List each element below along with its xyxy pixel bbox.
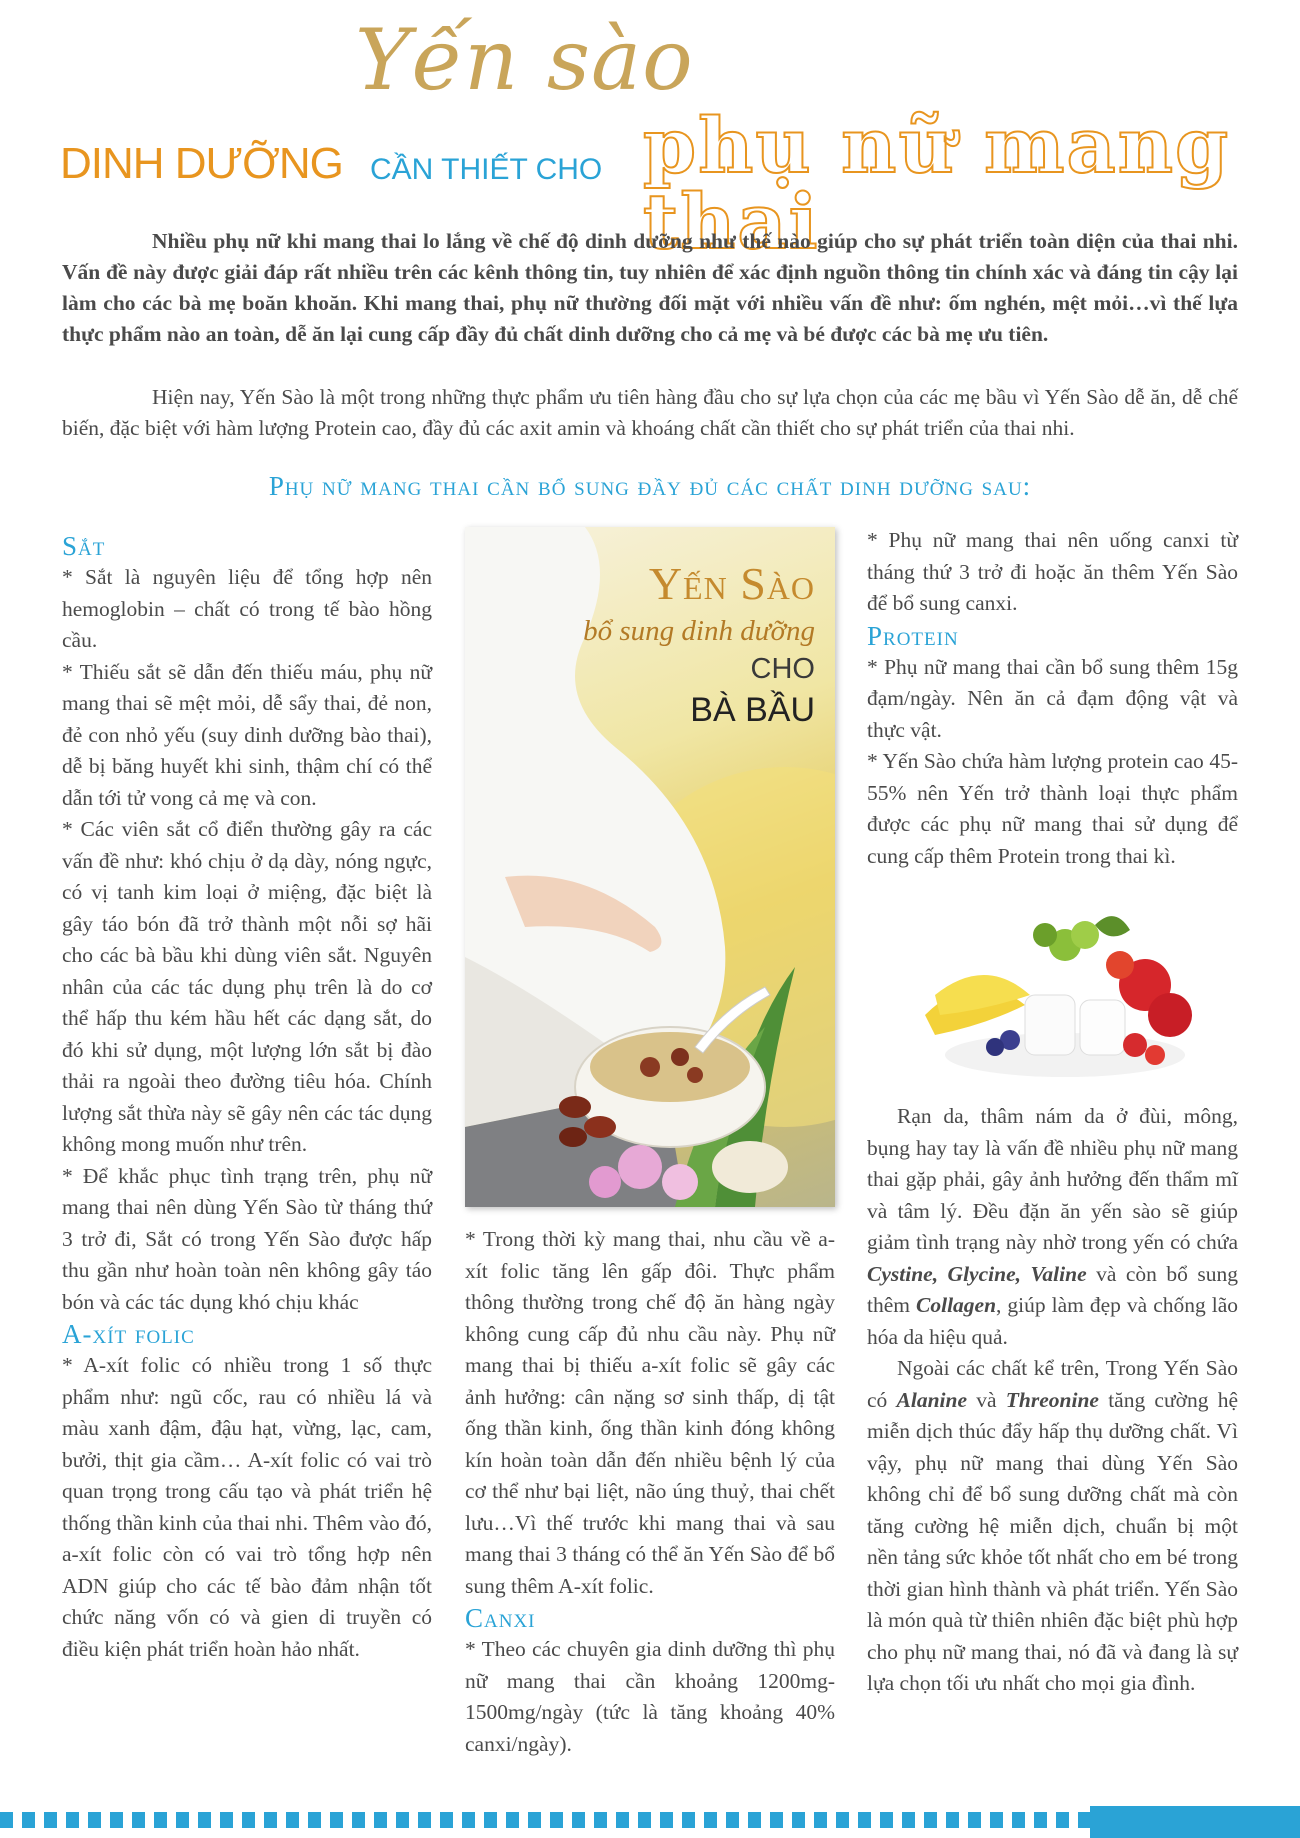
collagen-emphasis: Collagen [916, 1293, 997, 1317]
paragraph: * Theo các chuyên gia dinh dưỡng thì phụ nữ mang thai cần khoảng 1200mg-1500mg/ngày (tức là tăng khoảng 40% canxi/ngày). [465, 1637, 835, 1756]
heading-sat: Sắt [62, 531, 106, 561]
title-can-thiet-cho: CẦN THIẾT CHO [370, 153, 603, 186]
left-column [62, 530, 432, 1665]
promo-subtitle: bổ sung dinh dưỡng [583, 615, 815, 647]
heading-a-xit-folic: A-xít folic [62, 1319, 195, 1349]
script-title: Yến sào [355, 11, 694, 109]
right-column-bottom [867, 1101, 1238, 1700]
right-column-top [867, 525, 1238, 872]
title-phu-nu-mang-thai: phụ nữ mang thai [643, 101, 1231, 266]
threonine-emphasis: Threonine [1005, 1387, 1099, 1412]
paragraph-immunity: Ngoài các chất kể trên, Trong Yến Sào có Alanine và Threonine tăng cường hệ miễn dịch thúc đẩy hấp thụ dưỡng chất. Vì vậy, phụ nữ mang thai dùng Yến Sào không chỉ để bổ sung dưỡng chất mà còn tăng cường hệ miễn dịch, chuẩn bị một nền tảng sức khỏe tốt nhất cho em bé trong thời gian hình thành và phát triển. Yến Sào là món quà từ thiên nhiên đặc biệt phù hợp cho phụ nữ mang thai, nó đã và đang là sự lựa chọn tối ưu nhất cho mọi gia đình. [867, 1356, 1239, 1695]
promo-ba-bau: BÀ BẦU [690, 691, 815, 729]
footer-dashed-border [0, 1812, 1090, 1828]
section-heading: Phụ nữ mang thai cần bổ sung đầy đủ các chất dinh dưỡng sau: [268, 471, 1032, 501]
promo-image [465, 527, 835, 1207]
intro-paragraph: Hiện nay, Yến Sào là một trong những thực phẩm ưu tiên hàng đầu cho sự lựa chọn của các mẹ bầu vì Yến Sào dễ ăn, dễ chế biến, đặc biệt với hàm lượng Protein cao, đầy đủ các axit amin và khoáng chất cần thiết cho sự phát triển của thai nhi. [62, 385, 1238, 440]
paragraph: * Để khắc phục tình trạng trên, phụ nữ mang thai nên dùng Yến Sào từ tháng thứ 3 trở đi, Sắt có trong Yến Sào được hấp thu gần như hoàn toàn nên không gây táo bón và các tác dụng khó chịu khác [62, 1163, 432, 1314]
paragraph: * Trong thời kỳ mang thai, nhu cầu về a-xít folic tăng lên gấp đôi. Thực phẩm thông thường trong chế độ ăn hàng ngày không cung cấp đủ nhu cầu này. Phụ nữ mang thai bị thiếu a-xít folic sẽ gây các ảnh hưởng: cân nặng sơ sinh thấp, dị tật ống thần kinh, ống thần kinh đóng không kín hoàn toàn dẫn đến nhiều bệnh lý của cơ thể như bại liệt, não úng thuỷ, thai chết lưu…Vì thế trước khi mang thai và sau mang thai 3 tháng có thể ăn Yến Sào để bổ sung thêm A-xít folic. [465, 1227, 835, 1598]
heading-canxi: Canxi [465, 1603, 536, 1633]
middle-column [465, 1224, 835, 1760]
paragraph: * Phụ nữ mang thai nên uống canxi từ tháng thứ 3 trở đi hoặc ăn thêm Yến Sào để bổ sung canxi. [867, 528, 1238, 615]
intro-bold-paragraph: Nhiều phụ nữ khi mang thai lo lắng về chế độ dinh dưỡng như thế nào giúp cho sự phát triển toàn diện của thai nhi. Vấn đề này được giải đáp rất nhiều trên các kênh thông tin, tuy nhiên để xác định nguồn thông tin chính xác và đáng tin cậy lại làm cho các bà mẹ boăn khoăn. Khi mang thai, phụ nữ thường đối mặt với nhiều vấn đề như: ốm nghén, mệt mỏi…vì thế lựa thực phẩm nào an toàn, dễ ăn lại cung cấp đầy đủ chất dinh dưỡng cho cả mẹ và bé được các bà mẹ ưu tiên. [62, 229, 1238, 346]
heading-protein: Protein [867, 620, 959, 651]
promo-title: Yến Sào [648, 558, 815, 609]
amino-acids-emphasis: Cystine, Glycine, Valine [867, 1261, 1087, 1286]
promo-cho: CHO [750, 653, 815, 685]
paragraph: * Thiếu sắt sẽ dẫn đến thiếu máu, phụ nữ mang thai sẽ mệt mỏi, dễ sẩy thai, đẻ non, đẻ con nhỏ yếu (suy dinh dưỡng bào thai), dễ bị băng huyết khi sinh, thậm chí có thể dẫn tới tử vong cả mẹ và con. [62, 659, 432, 810]
fruit-yogurt-image [915, 905, 1205, 1085]
title-dinh-duong: DINH DƯỠNG [60, 139, 343, 188]
paragraph: * Các viên sắt cổ điển thường gây ra các vấn đề như: khó chịu ở dạ dày, nóng ngực, có vị tanh kim loại ở miệng, đặc biệt là gây táo bón đã trở thành một nỗi sợ hãi cho các bà bầu khi dùng viên sắt. Nguyên nhân của các tác dụng phụ trên là do cơ thể hấp thu kém hầu hết các dạng sắt, do đó khi sử dụng, một lượng lớn sắt bị đào thải ra ngoài theo đường tiêu hóa. Chính lượng sắt thừa này sẽ gây nên các tác dụng không mong muốn như trên. [62, 817, 432, 1156]
footer-bar [1090, 1806, 1300, 1838]
paragraph: * Phụ nữ mang thai cần bổ sung thêm 15g đạm/ngày. Nên ăn cả đạm động vật và thực vật. [867, 654, 1238, 742]
paragraph: * A-xít folic có nhiều trong 1 số thực phẩm như: ngũ cốc, rau có nhiều lá và màu xanh đậm, đậu hạt, vừng, lạc, cam, bưởi, thịt gia cầm… A-xít folic có vai trò quan trọng trong cấu tạo và phát triển hệ thống thần kinh của thai nhi. Thêm vào đó, a-xít folic còn có vai trò tổng hợp nên ADN giúp cho các tế bào đảm nhận tốt chức năng vốn có và gien di truyền có điều kiện phát triển hoàn hảo nhất. [62, 1353, 432, 1661]
paragraph-skin: Rạn da, thâm nám da ở đùi, mông, bụng hay tay là vấn đề nhiều phụ nữ mang thai gặp phải, gây ảnh hưởng đến thẩm mĩ và tâm lý. Đều đặn ăn yến sào sẽ giúp giảm tình trạng này nhờ trong yến có chứa Cystine, Glycine, Valine và còn bổ sung thêm Collagen, giúp làm đẹp và chống lão hóa da hiệu quả. [867, 1104, 1239, 1349]
paragraph: * Yến Sào chứa hàm lượng protein cao 45-55% nên Yến trở thành loại thực phẩm được các phụ nữ mang thai sử dụng để cung cấp thêm Protein trong thai kì. [867, 749, 1238, 868]
paragraph: * Sắt là nguyên liệu để tổng hợp nên hemoglobin – chất có trong tế bào hồng cầu. [62, 565, 432, 652]
alanine-emphasis: Alanine [896, 1387, 968, 1412]
